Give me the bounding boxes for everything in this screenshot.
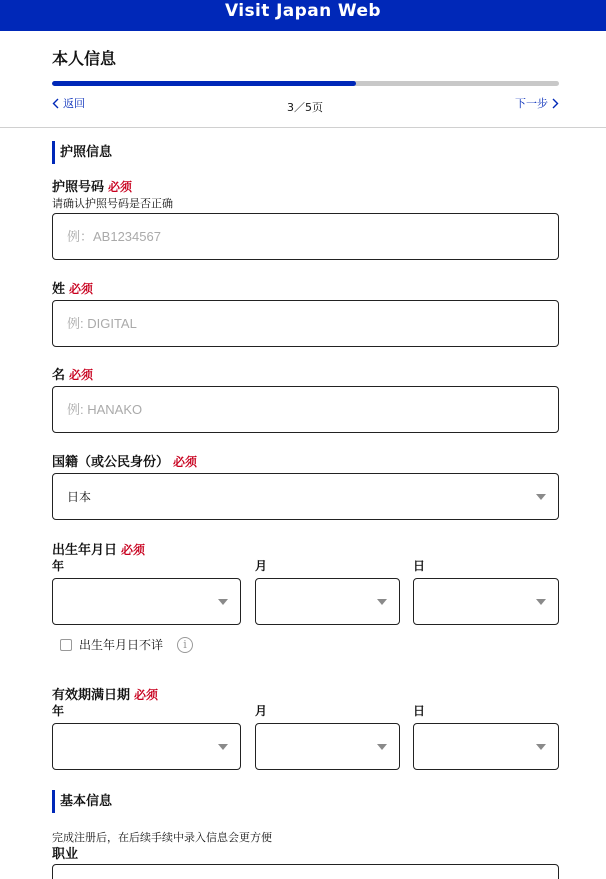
chevron-left-icon — [52, 98, 59, 109]
dropdown-caret-icon — [536, 494, 546, 500]
nationality-label — [52, 451, 197, 470]
birth-date-unknown-label[interactable]: 出生年月日不详 — [79, 638, 164, 652]
progress-fill — [52, 81, 356, 86]
expiry-day-select[interactable] — [413, 723, 559, 770]
dropdown-caret-icon — [377, 599, 387, 605]
birth-day-label: 日 — [413, 559, 426, 573]
required-badge: 必须 — [108, 180, 133, 194]
expiry-date-label-text: 有效期满日期 — [52, 688, 131, 703]
next-label: 下一步 — [515, 97, 548, 110]
back-button[interactable] — [52, 95, 85, 111]
required-badge: 必须 — [69, 368, 94, 382]
birth-month-label: 月 — [255, 559, 268, 573]
info-icon[interactable]: i — [177, 637, 193, 653]
occupation-select[interactable] — [52, 864, 559, 879]
passport-number-hint: 请确认护照号码是否正确 — [52, 197, 173, 210]
passport-number-label-text: 护照号码 — [52, 180, 105, 195]
expiry-month-label: 月 — [255, 704, 268, 718]
last-name-input[interactable] — [52, 300, 559, 347]
header-divider — [0, 127, 606, 128]
nationality-value: 日本 — [67, 490, 92, 504]
expiry-day-label: 日 — [413, 704, 426, 718]
progress-bar — [52, 81, 559, 86]
first-name-label — [52, 364, 93, 383]
next-button[interactable] — [515, 95, 559, 111]
dropdown-caret-icon — [218, 744, 228, 750]
chevron-right-icon — [552, 98, 559, 109]
required-badge: 必须 — [121, 543, 146, 557]
birth-date-unknown-row — [60, 636, 193, 653]
required-badge: 必须 — [134, 688, 159, 702]
nationality-label-text: 国籍（或公民身份） — [52, 455, 170, 470]
required-badge: 必须 — [69, 282, 94, 296]
dropdown-caret-icon — [536, 744, 546, 750]
last-name-label-text: 姓 — [52, 282, 66, 297]
birth-day-select[interactable] — [413, 578, 559, 625]
nationality-select[interactable] — [52, 473, 559, 520]
page-indicator: 3／5页 — [287, 101, 323, 114]
dropdown-caret-icon — [536, 599, 546, 605]
birth-date-label-text: 出生年月日 — [52, 543, 118, 558]
page-title: 本人信息 — [52, 49, 117, 68]
app-header: Visit Japan Web — [0, 0, 606, 31]
back-label: 返回 — [63, 97, 85, 110]
first-name-label-text: 名 — [52, 368, 66, 383]
expiry-date-label — [52, 684, 158, 703]
occupation-label: 职业 — [52, 847, 79, 862]
expiry-year-label: 年 — [52, 704, 65, 718]
required-badge: 必须 — [173, 455, 198, 469]
expiry-month-select[interactable] — [255, 723, 400, 770]
first-name-input[interactable] — [52, 386, 559, 433]
dropdown-caret-icon — [377, 744, 387, 750]
birth-year-label: 年 — [52, 559, 65, 573]
last-name-label — [52, 278, 93, 297]
expiry-year-select[interactable] — [52, 723, 241, 770]
section-passport-info: 护照信息 — [52, 141, 112, 164]
passport-number-input[interactable] — [52, 213, 559, 260]
passport-number-label — [52, 176, 132, 195]
basic-info-hint: 完成注册后，在后续手续中录入信息会更方便 — [52, 831, 272, 844]
dropdown-caret-icon — [218, 599, 228, 605]
birth-date-label — [52, 539, 145, 558]
birth-date-unknown-checkbox[interactable] — [60, 639, 72, 651]
birth-year-select[interactable] — [52, 578, 241, 625]
section-basic-info: 基本信息 — [52, 790, 112, 813]
birth-month-select[interactable] — [255, 578, 400, 625]
